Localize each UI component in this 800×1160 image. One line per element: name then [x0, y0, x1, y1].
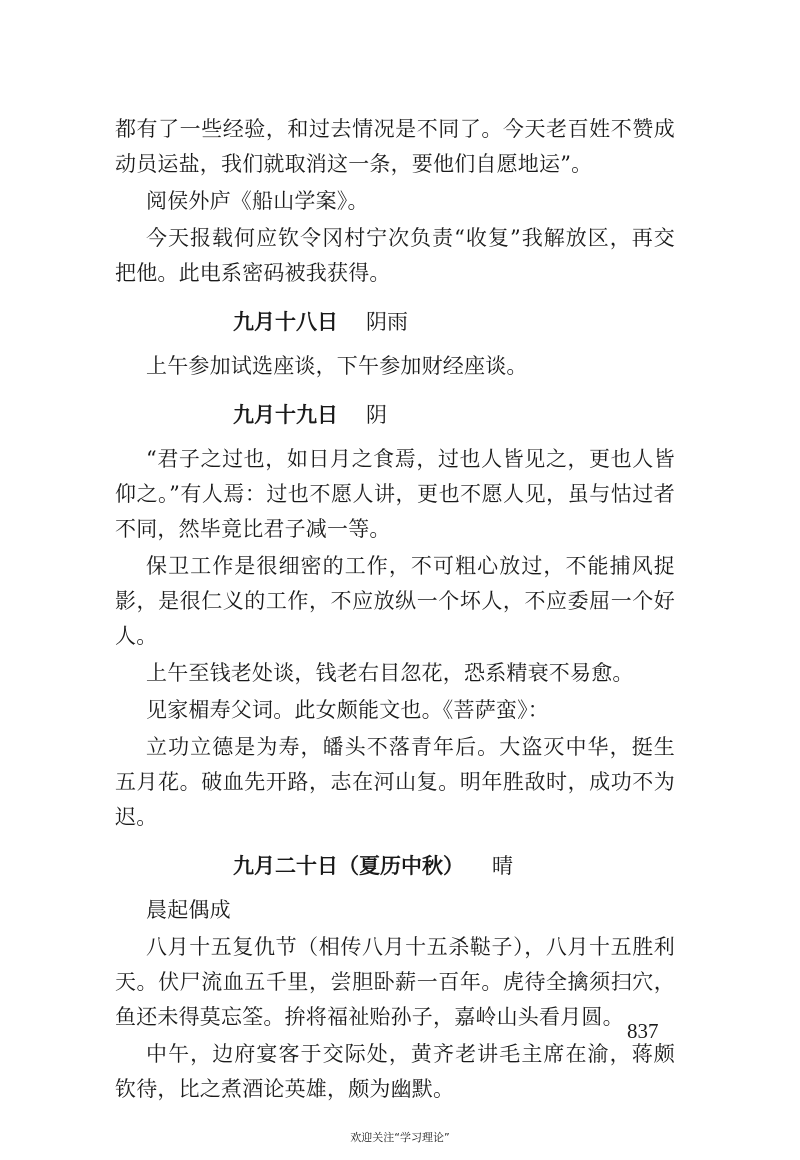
- paragraph: 中午，边府宴客于交际处，黄齐老讲毛主席在渝，蒋颇钦待，比之煮酒论英雄，颇为幽默。: [115, 1042, 675, 1101]
- paragraph: 都有了一些经验，和过去情况是不同了。今天老百姓不赞成动员运盐，我们就取消这一条，要他们自愿地运”。: [115, 117, 675, 176]
- diary-date-heading: [233, 400, 675, 430]
- diary-date-heading: [233, 851, 675, 881]
- diary-date: 九月十九日: [233, 403, 338, 427]
- paragraph: “君子之过也，如日月之食焉，过也人皆见之，更也人皆仰之。”有人焉：过也不愿人讲，更也不愿人见，虽与怙过者不同，然毕竟比君子减一等。: [115, 447, 675, 541]
- diary-date: 九月二十日（夏历中秋）: [233, 854, 464, 878]
- document-body: [115, 112, 675, 1109]
- paragraph: 上午至钱老处谈，钱老右目忽花，恐系精衰不易愈。: [146, 661, 634, 685]
- paragraph: 见家楣寿父词。此女颇能文也。《菩萨蛮》：: [146, 698, 549, 722]
- paragraph: 今天报载何应钦令冈村宁次负责“收复”我解放区，再交把他。此电系密码被我获得。: [115, 226, 675, 285]
- diary-weather: 晴: [492, 854, 513, 878]
- paragraph: 阅侯外庐《船山学案》。: [146, 189, 369, 213]
- poem-title: 晨起偶成: [146, 898, 231, 922]
- paragraph: 保卫工作是很细密的工作，不可粗心放过，不能捕风捉影，是很仁义的工作，不应放纵一个坏人，不应委屈一个好人。: [115, 554, 675, 648]
- poem-paragraph: 八月十五复仇节（相传八月十五杀鞑子），八月十五胜利天。伏尸流血五千里，尝胆卧薪一百年。虎待全擒须扫穴，鱼还未得莫忘筌。拚将福祉贻孙子，嘉岭山头看月圆。: [115, 935, 675, 1029]
- footer-watermark: 欢迎关注“学习理论”: [350, 1131, 450, 1144]
- diary-date: 九月十八日: [233, 310, 338, 334]
- diary-date-heading: [233, 307, 675, 337]
- diary-weather: 阴雨: [366, 310, 408, 334]
- diary-weather: 阴: [366, 403, 387, 427]
- page-number: 837: [627, 1019, 659, 1043]
- poem-paragraph: 立功立德是为寿，皤头不落青年后。大盗灭中华，挺生五月花。破血先开路，志在河山复。明年胜敌时，成功不为迟。: [115, 735, 675, 829]
- paragraph: 上午参加试选座谈，下午参加财经座谈。: [146, 354, 528, 378]
